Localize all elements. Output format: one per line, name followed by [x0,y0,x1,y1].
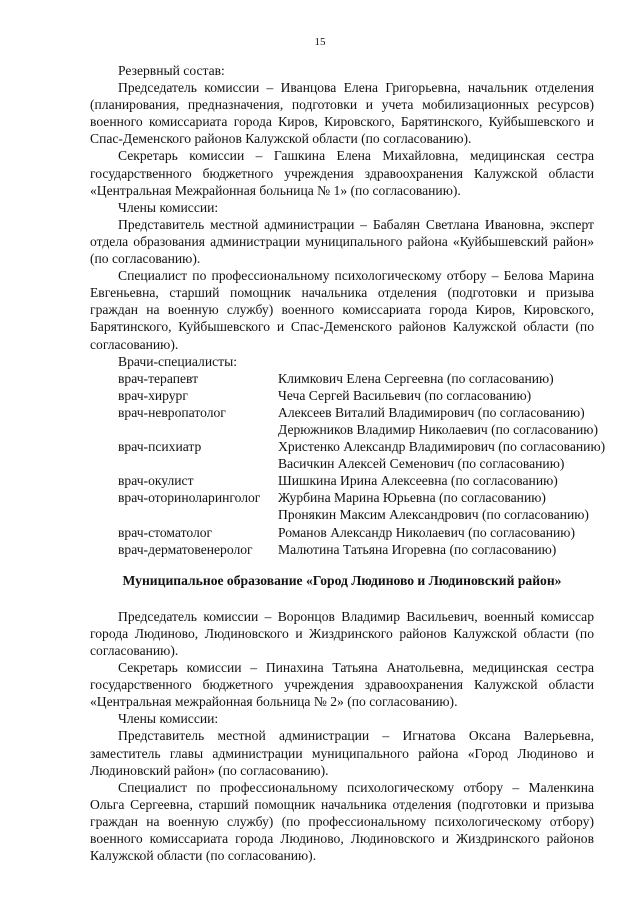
specialist-position: врач-хирург [118,387,188,403]
specialist-name: Журбина Марина Юрьевна (по согласованию) [278,490,546,506]
section-title: Муниципальное образование «Город Людиново и Людиновский район» [122,572,562,588]
section-secretary-paragraph: Секретарь комиссии – Пинахина Татьяна Анатольевна, медицинская сестра государственного бюджетного учреждения здравоохранения Калужской области «Центральная межрайонная больница № 2» (по согласованию). [90,660,594,710]
specialist-name: Малютина Татьяна Игоревна (по согласованию) [278,541,557,557]
specialist-name: Васичкин Алексей Семенович (по согласованию) [278,456,565,472]
specialist-position: врач-стоматолог [118,524,213,540]
specialist-name: Алексеев Виталий Владимирович (по согласованию) [278,404,585,420]
page-number: 15 [314,36,326,48]
specialist-row [118,472,594,489]
specialist-name: Пронякин Максим Александрович (по согласованию) [278,507,589,523]
specialist-position [118,455,278,472]
specialist-row [118,438,606,455]
specialist-row [118,404,594,421]
specialist-row [118,387,594,404]
section-member-admin-paragraph: Представитель местной администрации – Игнатова Оксана Валерьевна, заместитель главы администрации муниципального района «Город Людиново и Людиновский район» (по согласованию). [90,728,594,778]
specialists-heading: Врачи-специалисты: [118,353,237,369]
reserve-heading: Резервный состав: [118,63,225,78]
specialist-row [118,489,594,506]
reserve-members-heading: Члены комиссии: [118,199,219,215]
specialist-name: Шишкина Ирина Алексеевна (по согласованию) [278,473,558,489]
specialist-name: Дерюжников Владимир Николаевич (по согласованию) [278,421,598,437]
reserve-chairman-paragraph: Председатель комиссии – Иванцова Елена Григорьевна, начальник отделения (планирования, предназначения, подготовки и учета мобилизационных ресурсов) военного комиссариата города Киров, Кировского, Барятинского, Куйбышевского и Спас-Деменского районов Калужской области (по согласованию). [90,80,594,147]
specialist-row [118,455,594,472]
reserve-member-admin-paragraph: Представитель местной администрации – Бабалян Светлана Ивановна, эксперт отдела образования администрации муниципального района «Куйбышевский район» (по согласованию). [90,216,594,267]
specialist-row [118,541,594,558]
specialist-row [118,421,598,438]
specialist-name: Климкович Елена Сергеевна (по согласованию) [278,370,554,386]
reserve-member-psych-paragraph: Специалист по профессиональному психологическому отбору – Белова Марина Евгеньевна, старший помощник начальника отделения (подготовки и призыва граждан на военную службу) военного комиссариата города Киров, Кировского, Барятинского, Куйбышевского и Спас-Деменского районов Калужской области (по согласованию). [90,268,594,352]
specialist-name: Христенко Александр Владимирович (по согласованию) [278,439,606,455]
document-body [90,62,606,864]
reserve-secretary-paragraph: Секретарь комиссии – Гашкина Елена Михайловна, медицинская сестра государственного бюджетного учреждения здравоохранения Калужской области «Центральная Межрайонная больница № 1» (по согласованию). [90,148,594,198]
specialist-position: врач-окулист [118,473,194,489]
specialist-row [118,506,594,523]
specialists-table [118,370,606,558]
specialist-row [118,524,594,541]
specialist-position: врач-дерматовенеролог [118,541,253,557]
section-chairman-paragraph: Председатель комиссии – Воронцов Владимир Васильевич, военный комиссар города Людиново, Людиновского и Жиздринского районов Калужской области (по согласованию). [90,608,594,658]
specialist-name: Чеча Сергей Васильевич (по согласованию) [278,387,532,403]
specialist-position: врач-оториноларинголог [118,490,261,506]
section-member-psych-paragraph: Специалист по профессиональному психологическому отбору – Маленкина Ольга Сергеевна, старший помощник начальника отделения (подготовки и призыва граждан на военную службу) (по профессиональному психологическому отбору) военного комиссариата города Людиново, Людиновского и Жиздринского районов Калужской области (по согласованию). [90,779,594,864]
specialist-row [118,370,594,387]
specialist-position [118,506,278,523]
specialist-position: врач-невропатолог [118,404,226,420]
specialist-name: Романов Александр Николаевич (по согласованию) [278,524,575,540]
section-members-heading: Члены комиссии: [118,711,219,727]
specialist-position: врач-психиатр [118,439,202,455]
specialist-position [118,421,278,438]
specialist-position: врач-терапевт [118,370,199,386]
